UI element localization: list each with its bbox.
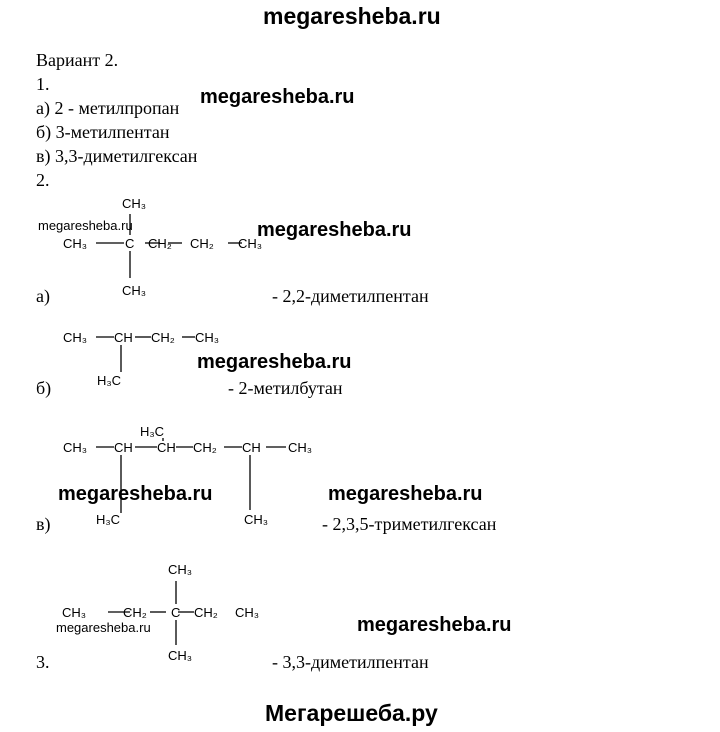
task1-answer-b: б) 3-метилпентан	[36, 122, 170, 142]
chem-2b-ch3-right: CH₃	[195, 330, 220, 345]
task3-number: 3.	[36, 652, 50, 672]
watermark-5: megaresheba.ru	[58, 483, 213, 505]
chem-2c-h3c-bottom: H₃C	[96, 512, 121, 527]
watermark-8: megaresheba.ru	[357, 614, 512, 636]
footer-brand: Мегарешеба.ру	[265, 700, 438, 726]
chem-2a-ch3-top: CH₃	[122, 196, 147, 211]
task1-answer-a: а) 2 - метилпропан	[36, 98, 180, 118]
chem-3-ch3-left: CH₃	[62, 605, 87, 620]
header-watermark: megaresheba.ru	[263, 3, 441, 29]
chem-2a-ch3-bottom: CH₃	[122, 283, 147, 298]
task2-a-label: а)	[36, 286, 50, 306]
chem-2c-ch3-bottom: CH₃	[244, 512, 269, 527]
task1-number: 1.	[36, 74, 50, 94]
task2-a-name: - 2,2-диметилпентан	[272, 286, 429, 306]
task2-number: 2.	[36, 170, 50, 190]
chem-2a-ch2-1: CH₂	[148, 236, 172, 251]
chem-2a-ch3-right: CH₃	[238, 236, 263, 251]
chem-2c-ch3-right: CH₃	[288, 440, 313, 455]
watermark-2: megaresheba.ru	[38, 218, 133, 233]
watermark-7: megaresheba.ru	[56, 620, 151, 635]
chem-2a-ch3-left: CH₃	[63, 236, 88, 251]
chem-2c-ch-3: CH	[242, 440, 261, 455]
chem-2c-ch2: CH₂	[193, 440, 217, 455]
chem-2b-h3c: H₃C	[97, 373, 122, 388]
chem-2c-ch-1: CH	[114, 440, 133, 455]
chem-2a-ch2-2: CH₂	[190, 236, 214, 251]
chem-2b-ch3-left: CH₃	[63, 330, 88, 345]
chem-2b-ch: CH	[114, 330, 133, 345]
task3-name: - 3,3-диметилпентан	[272, 652, 429, 672]
chem-2b-ch2: CH₂	[151, 330, 175, 345]
chem-2c-ch-2: CH	[157, 440, 176, 455]
chem-3-ch2-left: CH₂	[123, 605, 147, 620]
chem-2c-h3c-top: H₃C	[140, 424, 165, 439]
watermark-6: megaresheba.ru	[328, 483, 483, 505]
task2-b-label: б)	[36, 378, 52, 398]
chem-3-ch3-bottom: CH₃	[168, 648, 193, 663]
chem-3-ch2-right: CH₂	[194, 605, 218, 620]
watermark-4: megaresheba.ru	[197, 351, 352, 373]
task2-c-label: в)	[36, 514, 51, 534]
variant-title: Вариант 2.	[36, 50, 119, 70]
chem-2c-ch3-left: CH₃	[63, 440, 88, 455]
chem-3-ch3-right: CH₃	[235, 605, 260, 620]
task2-c-name: - 2,3,5-триметилгексан	[322, 514, 497, 534]
watermark-1: megaresheba.ru	[200, 86, 355, 108]
chem-3-c: C	[171, 605, 181, 620]
chem-2a-c: C	[125, 236, 135, 251]
task1-answer-c: в) 3,3-диметилгексан	[36, 146, 198, 166]
chem-3-ch3-top: CH₃	[168, 562, 193, 577]
task2-b-name: - 2-метилбутан	[228, 378, 343, 398]
watermark-3: megaresheba.ru	[257, 219, 412, 241]
